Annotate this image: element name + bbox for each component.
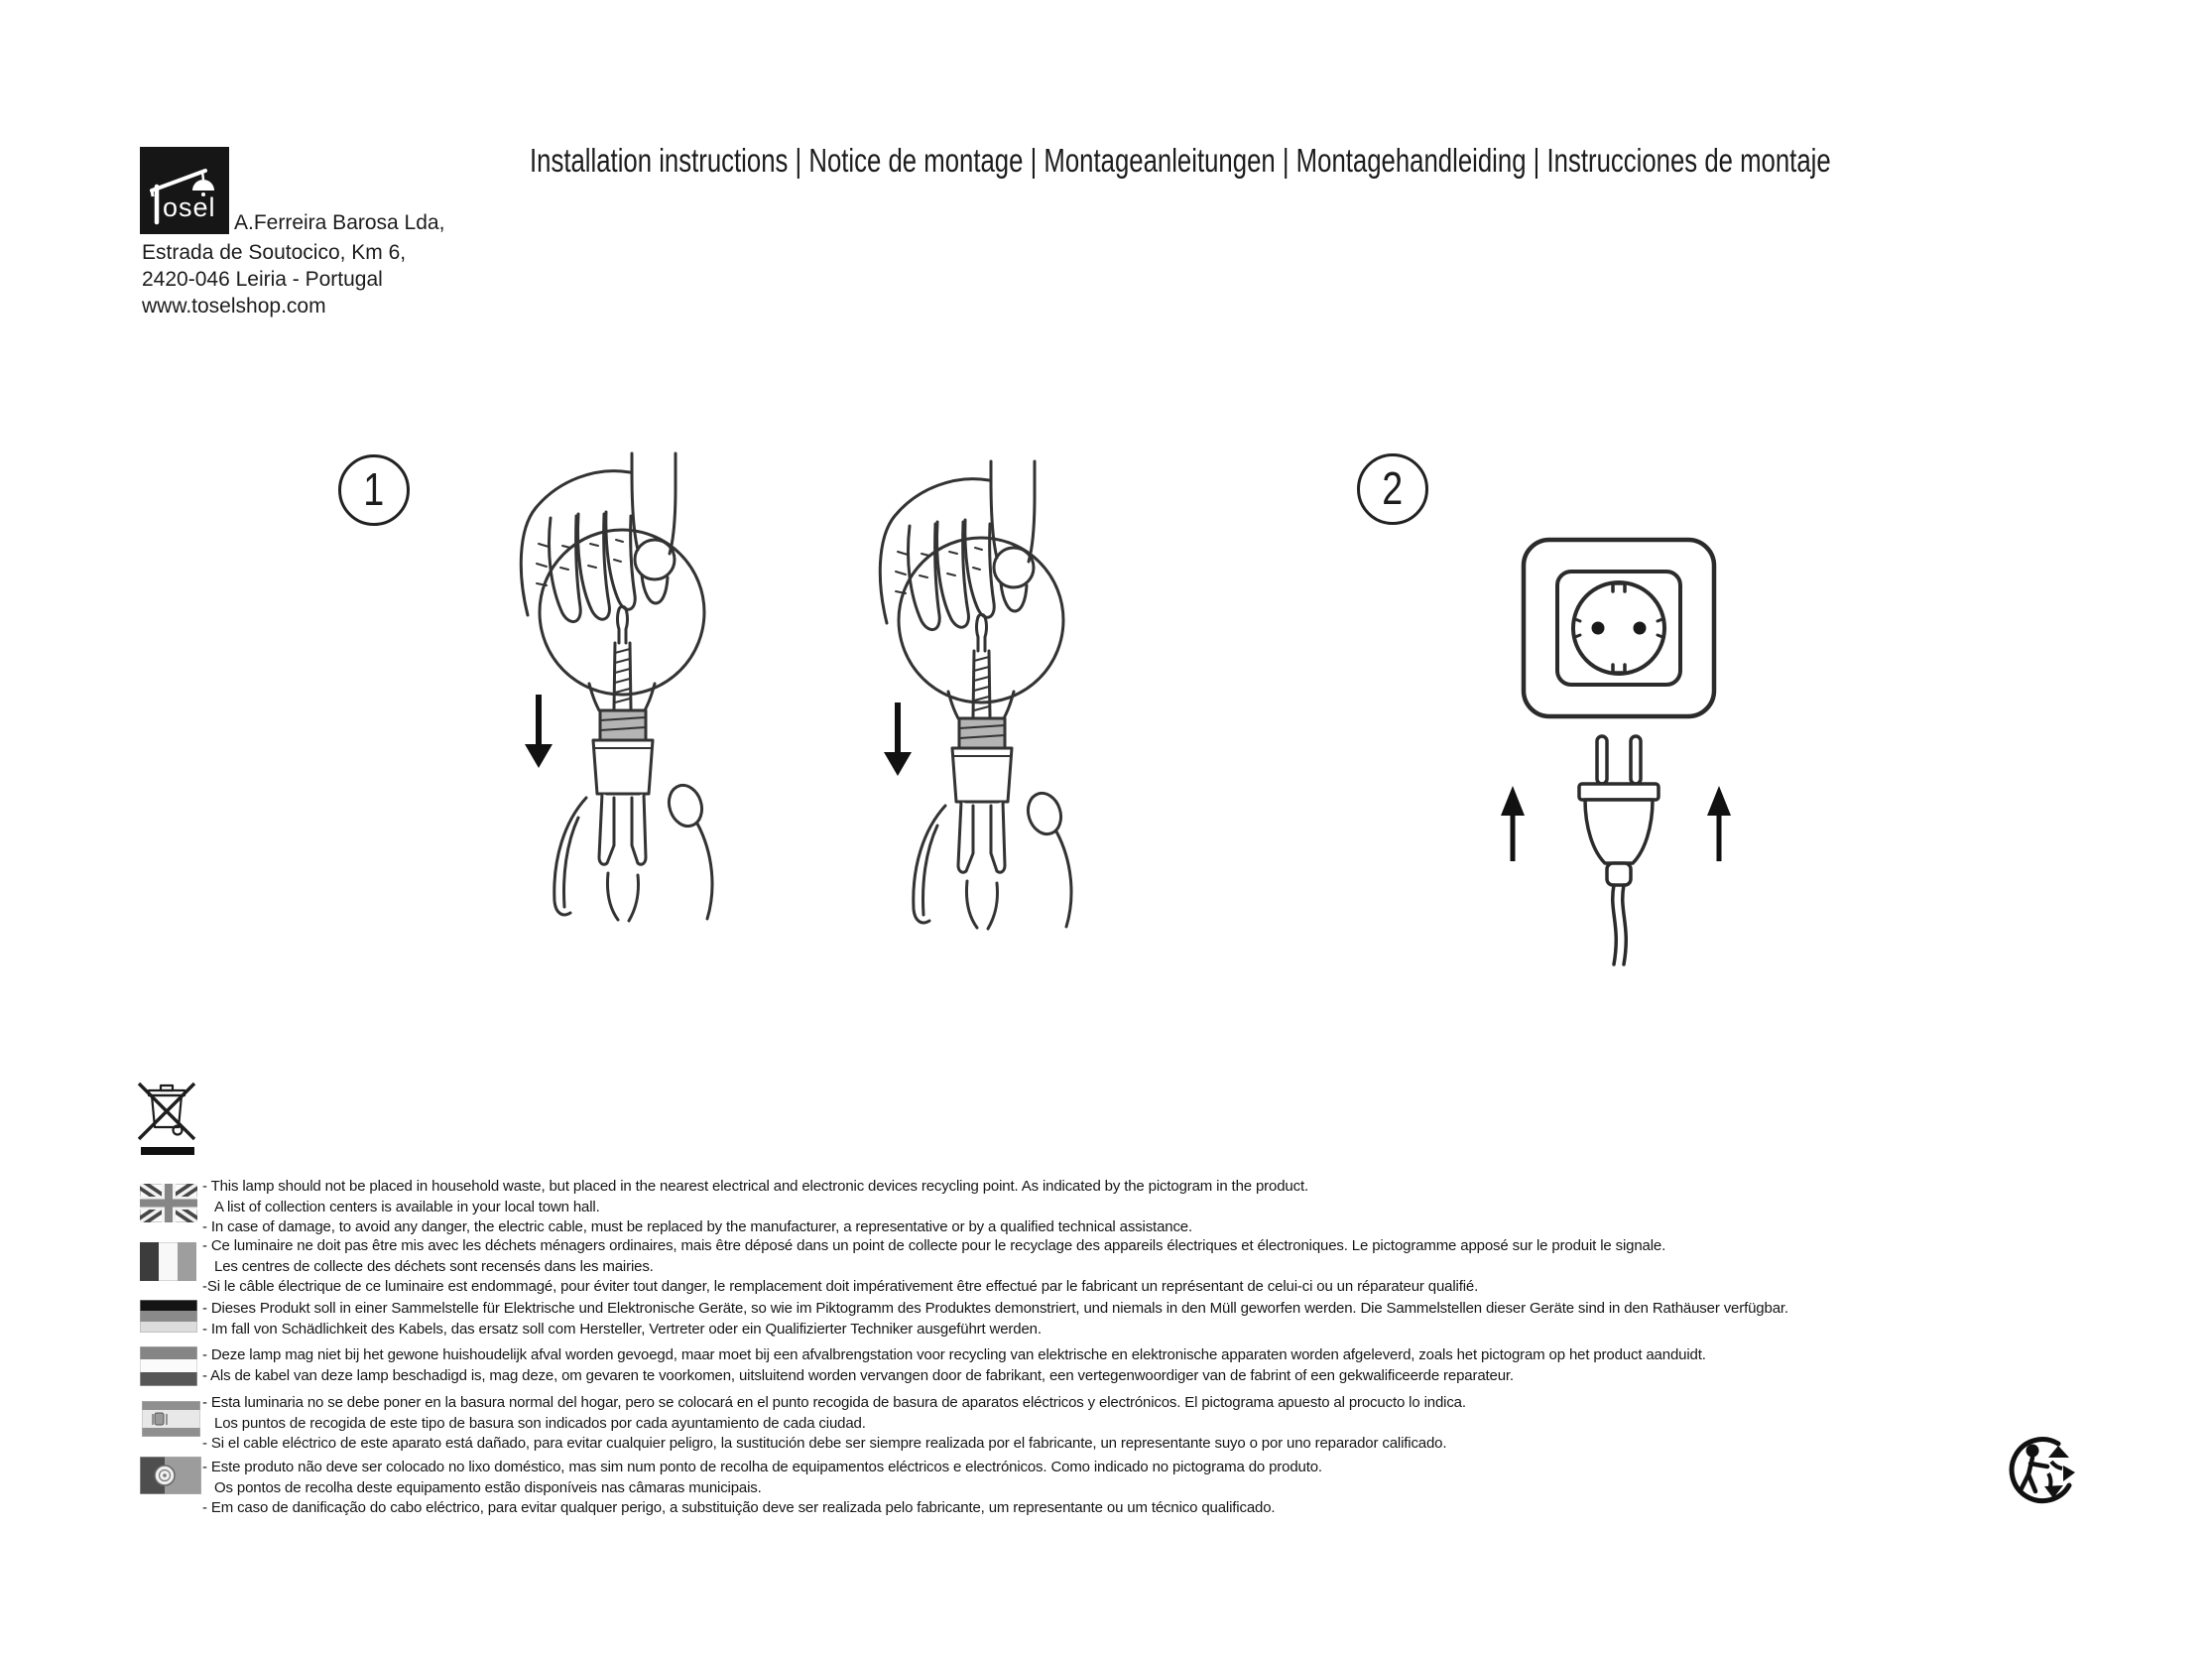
notice-line: - In case of damage, to avoid any danger, the electric cable, must be replaced by the manufacturer, a representative or by a qualified technical assistance. <box>202 1218 1193 1235</box>
notice-line: Les centres de collecte des déchets sont recensés dans les mairies. <box>214 1257 654 1275</box>
notice-line: - Em caso de danificação do cabo eléctrico, para evitar qualquer perigo, a substituição deve ser realizada pelo fabricante, um representante ou um técnico qualificado. <box>202 1499 1276 1516</box>
flag-portugal-icon <box>140 1457 201 1494</box>
notice-block-portuguese <box>202 1458 1322 1519</box>
notice-line: - Im fall von Schädlichkeit des Kabels, das ersatz soll com Hersteller, Vertreter oder ein Qualifizierter Techniker ausgeführt werden. <box>202 1320 1042 1338</box>
flag-netherlands-icon <box>140 1346 197 1386</box>
website-url: www.toselshop.com <box>142 295 326 318</box>
socket-plug-illustration <box>1484 530 1752 966</box>
step-2-badge: 2 <box>1357 453 1428 525</box>
notice-line: - Ce luminaire ne doit pas être mis avec les déchets ménagers ordinaires, mais être déposé dans un point de collecte pour le recyclage des appareils électriques et électroniques. Le pictogramme apposé sur le produit le signale. <box>202 1237 1666 1254</box>
weee-crossed-bin-icon <box>137 1078 198 1143</box>
notice-block-dutch <box>202 1345 1706 1386</box>
notice-line: - Dieses Produkt soll in einer Sammelstelle für Elektrische und Elektronische Geräte, so wie im Piktogramm des Produktes demonstriert, und niemals in den Müll geworfen werden. Die Sammelstellen dieser Geräte sind in den Rathäuser verfügbar. <box>202 1300 1788 1317</box>
logo-wordmark: osel <box>163 192 216 222</box>
notice-line: - Als de kabel van deze lamp beschadigd is, mag deze, om gevaren te voorkomen, uitsluitend worden vervangen door de fabrikant, een vertegenwoordiger van de fabrint of een gekwalificeerde reparateur. <box>202 1366 1514 1384</box>
company-name: A.Ferreira Barosa Lda, <box>234 211 445 234</box>
notice-line: - Deze lamp mag niet bij het gewone huishoudelijk afval worden gevoegd, maar moet bij een afvalbrengstation voor recycling van elektrische en elektronische apparaten worden afgeleverd, zoals het pictogram op het product aanduidt. <box>202 1346 1706 1363</box>
address-line: 2420-046 Leiria - Portugal <box>142 268 383 291</box>
notice-block-french <box>202 1236 1665 1298</box>
bulb-insertion-illustration-a <box>491 448 729 925</box>
notice-line: - Si el cable eléctrico de este aparato está dañado, para evitar cualquier peligro, la sustitución debe ser siempre realizada por el fabricante, un representante suyo o por uno reparador calificado. <box>202 1435 1447 1452</box>
notice-line: - Esta luminaria no se debe poner en la basura normal del hogar, pero se colocará en el punto recogida de basura de aparatos eléctricos y electrónicos. El pictograma apuesto al procucto lo indica. <box>202 1394 1466 1411</box>
step-1-badge: 1 <box>338 454 410 526</box>
weee-black-bar <box>141 1147 194 1155</box>
page-title: Installation instructions | Notice de montage | Montageanleitungen | Montagehandleiding | Instrucciones de montaje <box>530 142 1831 179</box>
notice-line: Los puntos de recogida de este tipo de basura son indicados por cada ayuntamiento de cada ciudad. <box>214 1414 866 1432</box>
notice-line: - This lamp should not be placed in household waste, but placed in the nearest electrical and electronic devices recycling point. As indicated by the pictogram in the product. <box>202 1178 1308 1195</box>
bulb-insertion-illustration-b <box>850 456 1088 933</box>
company-address <box>142 239 406 319</box>
triman-recycling-icon <box>2006 1433 2079 1510</box>
notice-block-spanish <box>202 1393 1466 1455</box>
notice-line: -Si le câble électrique de ce luminaire est endommagé, pour éviter tout danger, le remplacement doit impérativement être effectué par le fabricant un représentant de celui-ci ou un réparateur qualifié. <box>202 1278 1479 1295</box>
notice-line: Os pontos de recolha deste equipamento estão disponíveis nas câmaras municipais. <box>214 1478 762 1496</box>
notice-block-english <box>202 1177 1308 1238</box>
address-line: Estrada de Soutocico, Km 6, <box>142 241 407 264</box>
flag-france-icon <box>140 1242 196 1281</box>
flag-germany-icon <box>140 1300 197 1333</box>
notice-line: A list of collection centers is available in your local town hall. <box>214 1198 600 1215</box>
notice-line: - Este produto não deve ser colocado no lixo doméstico, mas sim num ponto de recolha de equipamentos eléctricos e electrónicos. Como indicado no pictograma do produto. <box>202 1459 1322 1475</box>
flag-uk-icon <box>140 1184 197 1222</box>
flag-spain-icon <box>142 1401 200 1437</box>
notice-block-german <box>202 1299 1788 1340</box>
